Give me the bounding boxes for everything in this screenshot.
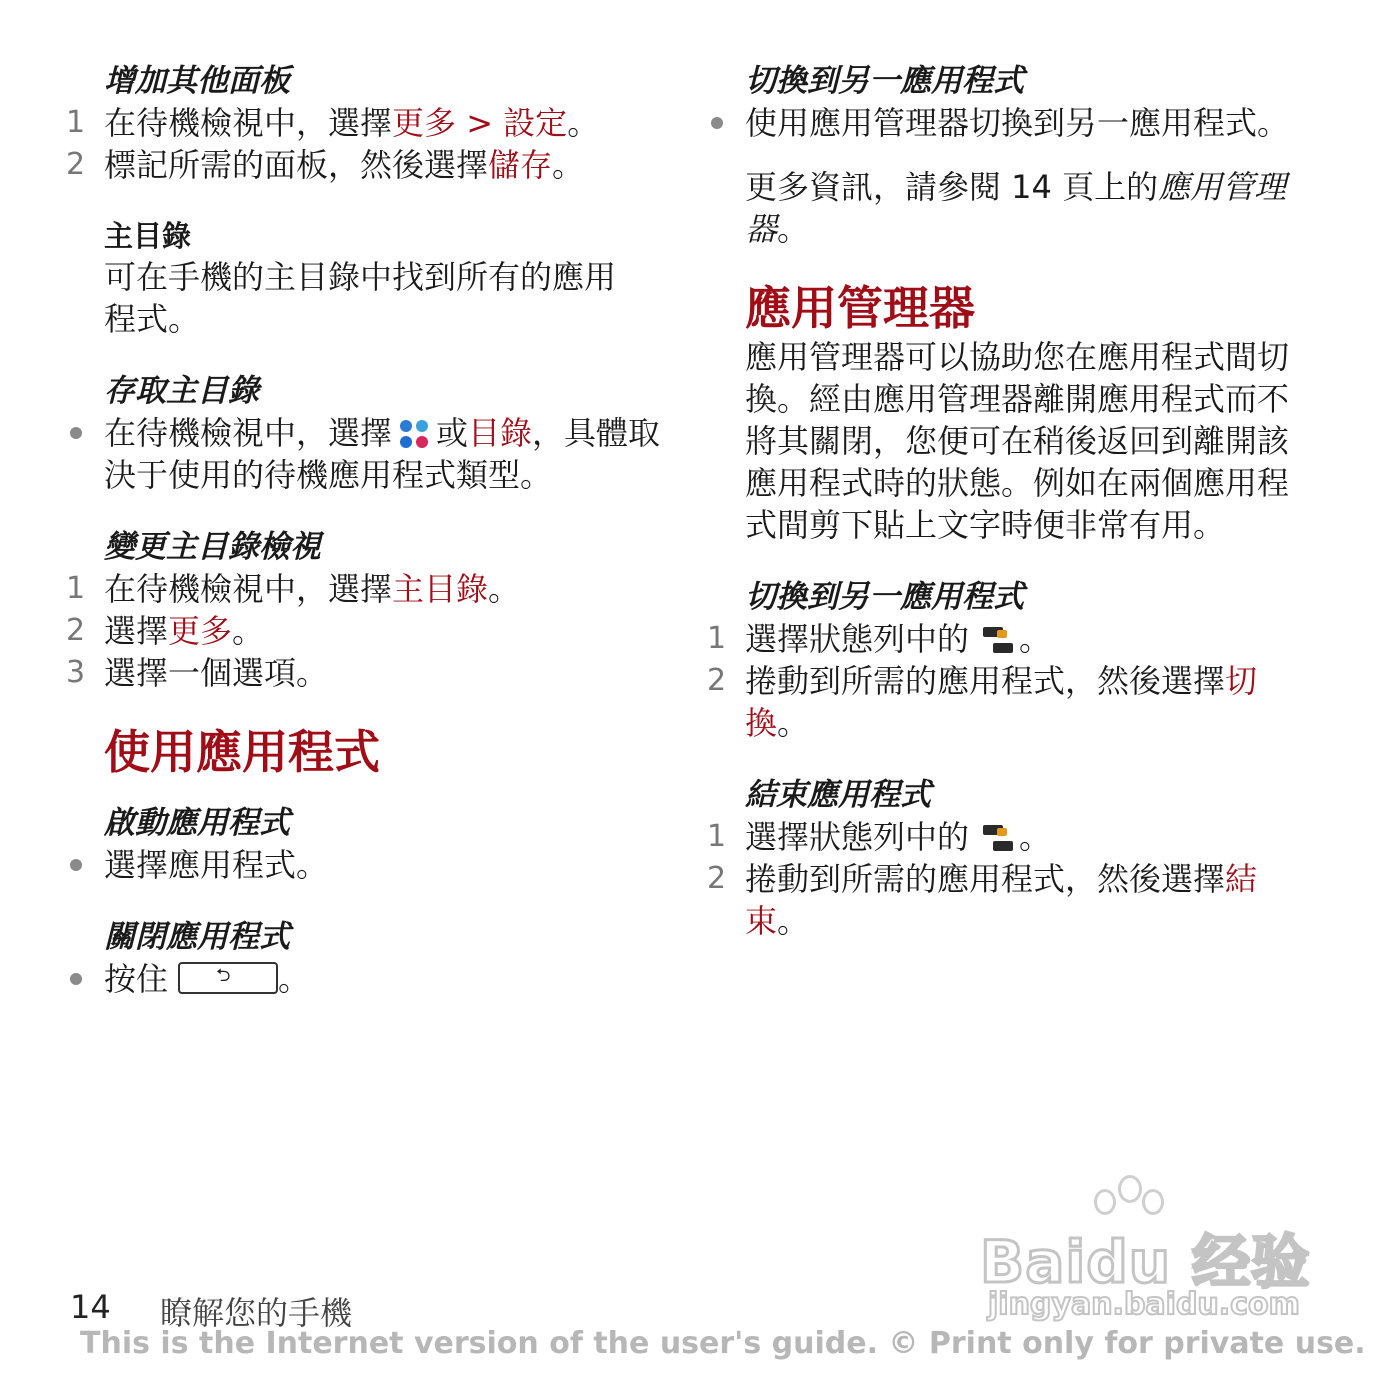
- step-text: 標記所需的面板，然後選擇: [104, 146, 489, 184]
- access-menu-heading: 存取主目錄: [104, 373, 259, 409]
- change-view-step-3: [66, 652, 664, 694]
- step-number: 2: [66, 613, 86, 648]
- step-text: 在待機檢視中，選擇: [104, 570, 393, 608]
- switch-app-heading-top: 切換到另一應用程式: [745, 63, 1024, 99]
- punctuation: 。: [777, 902, 810, 940]
- app-switcher-icon[interactable]: [983, 627, 1013, 653]
- step-number: 1: [66, 571, 86, 606]
- start-app-heading: 啟動應用程式: [104, 805, 290, 841]
- end-app-heading: 結束應用程式: [745, 777, 931, 813]
- change-view-step-2: [66, 610, 664, 652]
- step-number: 1: [66, 105, 86, 140]
- switch-app-heading: 切換到另一應用程式: [745, 579, 1024, 615]
- punctuation: 。: [777, 704, 810, 742]
- end-step-2: [707, 858, 1305, 942]
- end-option[interactable]: 結束: [745, 860, 1258, 940]
- instruction-text: 按住: [104, 960, 169, 998]
- disclaimer: This is the Internet version of the user's guide. © Print only for private use.: [80, 1326, 1366, 1361]
- main-menu-option[interactable]: 主目錄: [392, 570, 489, 608]
- add-panel-step-2: [66, 144, 664, 186]
- using-apps-heading: 使用應用程式: [104, 725, 380, 779]
- menu-option[interactable]: 目錄: [468, 414, 533, 452]
- close-app-item: [104, 958, 664, 1000]
- menu-path-more-settings[interactable]: 更多 > 設定: [392, 104, 568, 142]
- add-panel-heading: 增加其他面板: [104, 63, 290, 99]
- close-app-heading: 關閉應用程式: [104, 919, 290, 955]
- instruction-text: 使用應用管理器切換到另一應用程式。: [745, 104, 1290, 142]
- apps-grid-icon[interactable]: [400, 420, 428, 448]
- punctuation: 。: [567, 104, 600, 142]
- step-number: 2: [707, 861, 727, 896]
- step-text: 選擇狀態列中的: [745, 620, 970, 658]
- switch-step-2: [707, 660, 1305, 744]
- app-manager-body: 應用管理器可以協助您在應用程式間切換。經由應用管理器離開應用程式而不將其關閉，您便可在稍後返回到離開該應用程式時的狀態。例如在兩個應用程式間剪下貼上文字時便非常有用。: [745, 338, 1290, 544]
- punctuation: 。: [278, 960, 311, 998]
- baidu-watermark: [980, 1175, 1311, 1335]
- start-app-item: [104, 844, 664, 886]
- app-manager-reference-link[interactable]: 應用管理器: [745, 168, 1287, 248]
- main-menu-body: 可在手機的主目錄中找到所有的應用程式。: [104, 258, 617, 338]
- more-option[interactable]: 更多: [168, 612, 233, 650]
- step-text: 選擇一個選項。: [104, 654, 329, 692]
- switch-step-1: [707, 618, 1305, 660]
- punctuation: 。: [1019, 620, 1052, 658]
- watermark-url: jingyan.baidu.com: [988, 1287, 1300, 1322]
- reference-text: 更多資訊，請參閱 14 頁上的: [745, 168, 1159, 206]
- switch-option[interactable]: 切換: [745, 662, 1258, 742]
- punctuation: 。: [488, 570, 521, 608]
- punctuation: 。: [552, 146, 585, 184]
- punctuation: 。: [777, 210, 810, 248]
- instruction-text: 在待機檢視中，選擇: [104, 414, 393, 452]
- app-switcher-icon[interactable]: [983, 825, 1013, 851]
- main-menu-heading: 主目錄: [104, 219, 192, 253]
- step-text: 選擇: [104, 612, 169, 650]
- right-column: [707, 60, 1305, 942]
- step-number: 2: [66, 147, 86, 182]
- step-number: 3: [66, 655, 86, 690]
- page-number: 14: [70, 1288, 111, 1326]
- access-menu-item: [104, 412, 664, 496]
- change-view-step-1: [66, 568, 664, 610]
- punctuation: 。: [1019, 818, 1052, 856]
- instruction-text: 選擇應用程式。: [104, 846, 329, 884]
- or-text: 或: [436, 414, 469, 452]
- app-manager-heading: 應用管理器: [745, 281, 975, 335]
- end-step-1: [707, 816, 1305, 858]
- step-number: 1: [707, 819, 727, 854]
- back-arrow-icon[interactable]: ⮌: [178, 962, 278, 994]
- bullet-icon: [711, 117, 723, 129]
- instruction-text: ，具體取決于使用的待機應用程式類型。: [104, 414, 661, 494]
- change-view-heading: 變更主目錄檢視: [104, 529, 321, 565]
- save-option[interactable]: 儲存: [488, 146, 553, 184]
- step-text: 選擇狀態列中的: [745, 818, 970, 856]
- watermark-logo: Baidu 经验: [980, 1228, 1311, 1296]
- step-number: 2: [707, 663, 727, 698]
- step-text: 在待機檢視中，選擇: [104, 104, 393, 142]
- left-column: [66, 60, 664, 1000]
- section-title: 瞭解您的手機: [160, 1294, 353, 1332]
- switch-app-item: [745, 102, 1305, 144]
- reference-note: [745, 166, 1305, 250]
- punctuation: 。: [232, 612, 265, 650]
- step-number: 1: [707, 621, 727, 656]
- bullet-icon: [70, 859, 82, 871]
- add-panel-step-1: [66, 102, 664, 144]
- step-text: 捲動到所需的應用程式，然後選擇: [745, 662, 1226, 700]
- bullet-icon: [70, 973, 82, 985]
- bullet-icon: [70, 427, 82, 439]
- step-text: 捲動到所需的應用程式，然後選擇: [745, 860, 1226, 898]
